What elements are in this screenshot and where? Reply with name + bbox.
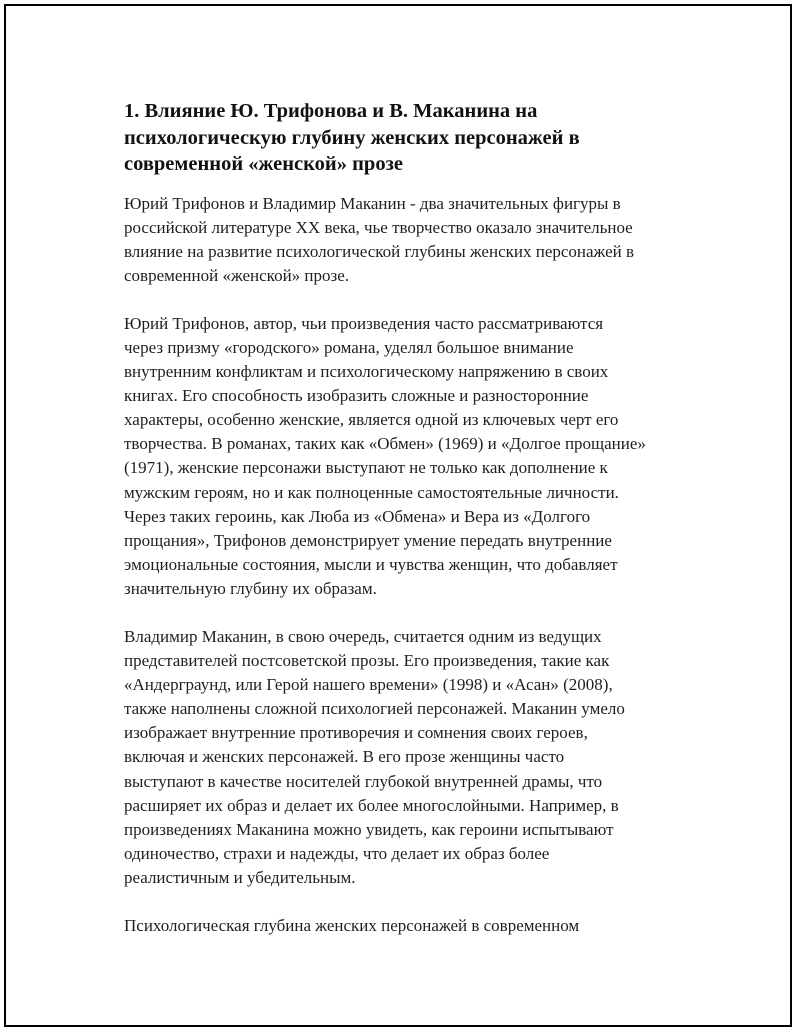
paragraph-line: современной «женской» прозе. bbox=[124, 265, 350, 285]
heading-line: психологическую глубину женских персонажей в bbox=[124, 126, 580, 149]
paragraph-line: значительную глубину их образам. bbox=[124, 578, 377, 598]
heading-line: современной «женской» прозе bbox=[124, 153, 403, 175]
paragraph-line: Юрий Трифонов и Владимир Маканин - два значительных фигуры в bbox=[124, 193, 621, 213]
paragraph-continuation bbox=[124, 914, 714, 938]
paragraph-line: выступают в качестве носителей глубокой внутренней драмы, что bbox=[124, 771, 603, 791]
paragraph-line: мужским героям, но и как полноценные самостоятельные личности. bbox=[124, 482, 619, 502]
document-body bbox=[124, 98, 714, 938]
paragraph-line: Юрий Трифонов, автор, чьи произведения часто рассматриваются bbox=[124, 313, 604, 333]
paragraph-line: Психологическая глубина женских персонажей в современном bbox=[124, 916, 580, 936]
paragraph-line: российской литературе XX века, чье творчество оказало значительное bbox=[124, 217, 633, 237]
paragraph-intro bbox=[124, 192, 714, 288]
page-frame bbox=[4, 4, 792, 1027]
paragraph-trifonov bbox=[124, 312, 714, 601]
heading-line: 1. Влияние Ю. Трифонова и В. Маканина на bbox=[124, 100, 538, 122]
paragraph-line: расширяет их образ и делает их более многослойными. Например, в bbox=[124, 795, 619, 815]
paragraph-line: эмоциональные состояния, мысли и чувства женщин, что добавляет bbox=[124, 554, 618, 574]
paragraph-line: через призму «городского» романа, уделял большое внимание bbox=[124, 337, 574, 357]
paragraph-line: включая и женских персонажей. В его прозе женщины часто bbox=[124, 747, 565, 767]
paragraph-line: творчества. В романах, таких как «Обмен» (1969) и «Долгое прощание» bbox=[124, 434, 646, 454]
paragraph-line: Через таких героинь, как Люба из «Обмена» и Вера из «Долгого bbox=[124, 506, 591, 526]
paragraph-line: характеры, особенно женские, является одной из ключевых черт его bbox=[124, 410, 619, 430]
paragraph-line: внутренним конфликтам и психологическому напряжению в своих bbox=[124, 362, 609, 382]
section-heading bbox=[124, 98, 714, 178]
paragraph-line: изображает внутренние противоречия и сомнения своих героев, bbox=[124, 723, 588, 743]
paragraph-line: прощания», Трифонов демонстрирует умение передать внутренние bbox=[124, 530, 612, 550]
paragraph-line: Владимир Маканин, в свою очередь, считается одним из ведущих bbox=[124, 627, 602, 646]
paragraph-line: представителей постсоветской прозы. Его произведения, такие как bbox=[124, 651, 610, 671]
paragraph-line: одиночество, страхи и надежды, что делает их образ более bbox=[124, 843, 550, 863]
paragraph-line: также наполнены сложной психологией персонажей. Маканин умело bbox=[124, 699, 625, 719]
paragraph-line: реалистичным и убедительным. bbox=[124, 867, 356, 887]
paragraph-line: (1971), женские персонажи выступают не только как дополнение к bbox=[124, 458, 608, 478]
paragraph-line: произведениях Маканина можно увидеть, как героини испытывают bbox=[124, 819, 614, 839]
paragraph-line: книгах. Его способность изобразить сложные и разносторонние bbox=[124, 386, 589, 406]
paragraph-line: влияние на развитие психологической глубины женских персонажей в bbox=[124, 241, 634, 261]
paragraph-line: «Андерграунд, или Герой нашего времени» (1998) и «Асан» (2008), bbox=[124, 675, 613, 695]
paragraph-makanin bbox=[124, 625, 714, 890]
